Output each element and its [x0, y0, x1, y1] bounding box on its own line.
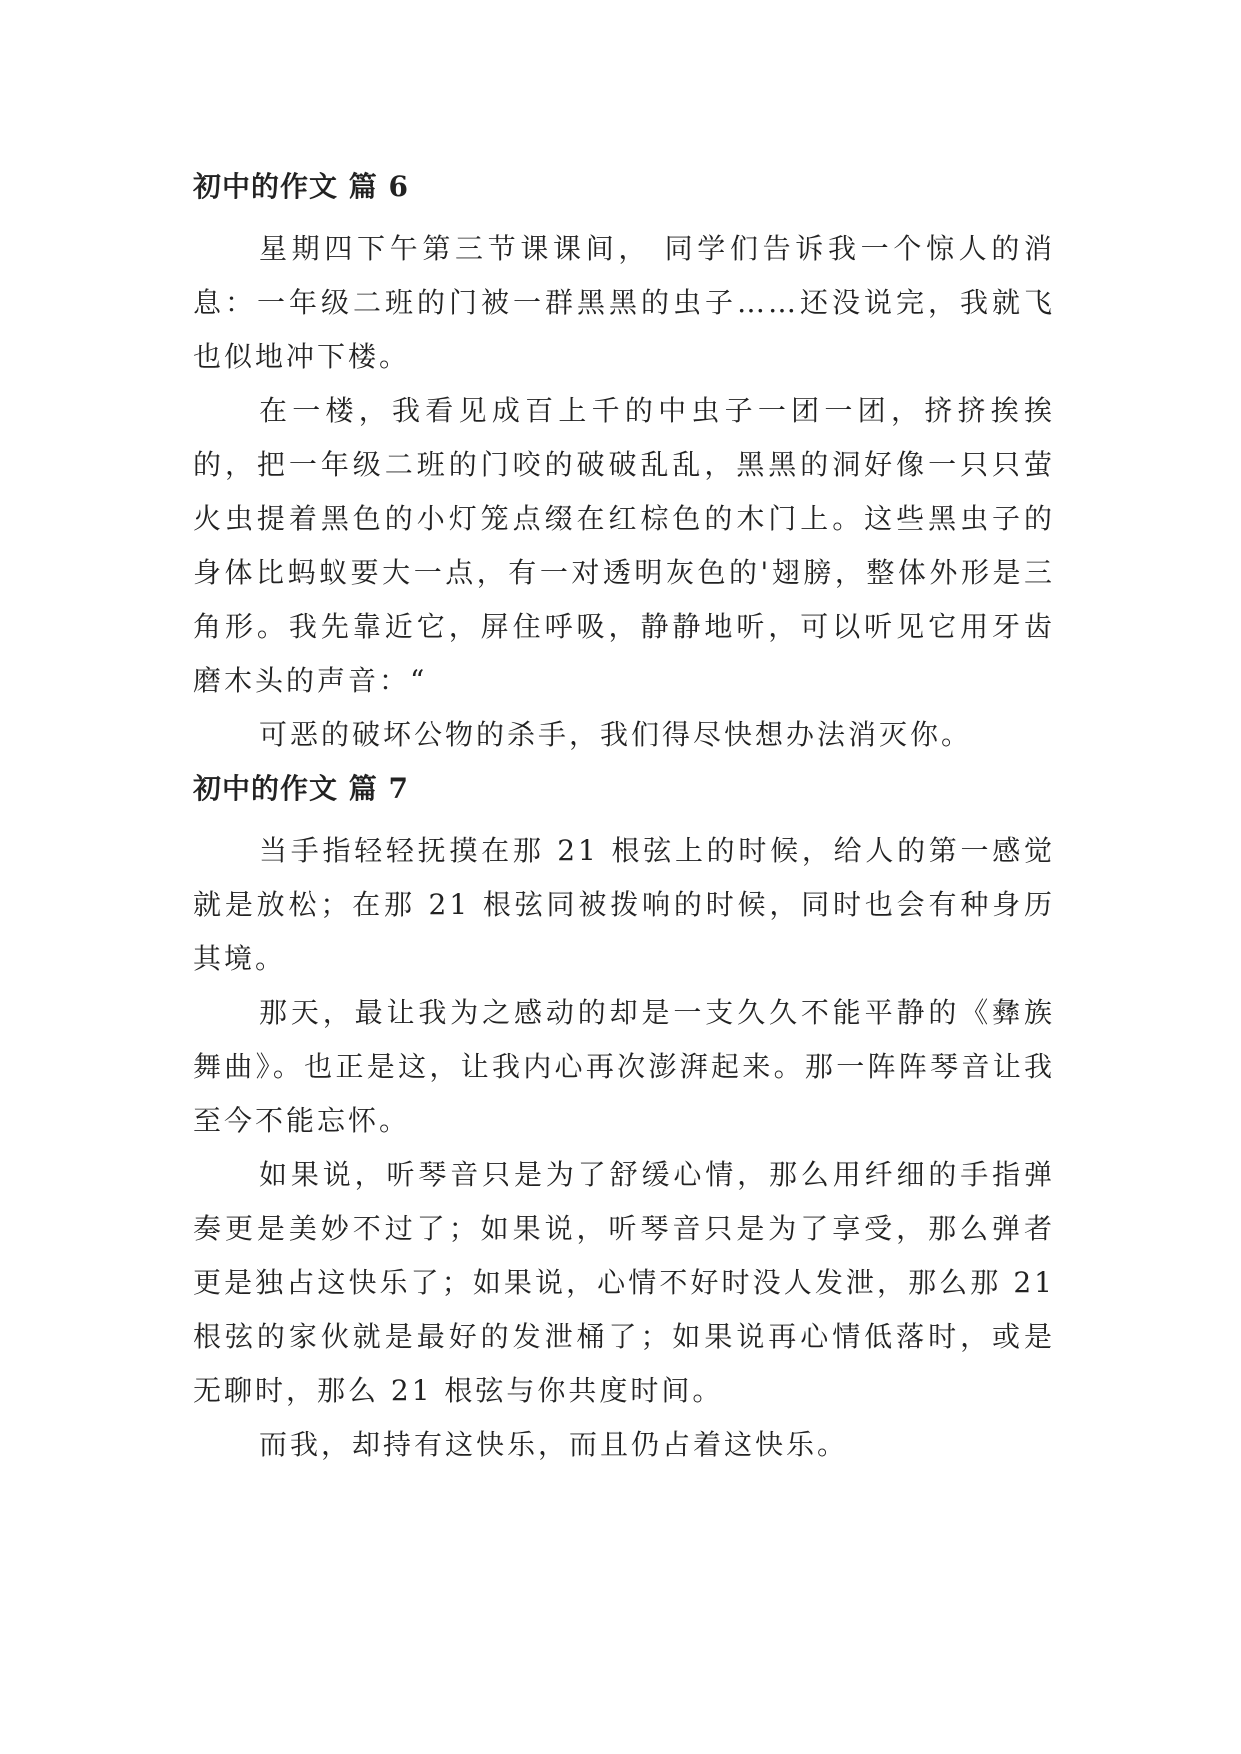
paragraph: 在一楼，我看见成百上千的中虫子一团一团，挤挤挨挨的，把一年级二班的门咬的破破乱乱，黑黑的洞好像一只只萤火虫提着黑色的小灯笼点缀在红棕色的木门上。这些黑虫子的身体比蚂蚁要大一点，有一对透明灰色的'翅膀，整体外形是三角形。我先靠近它，屏住呼吸，静静地听，可以听见它用牙齿磨木头的声音：“	[193, 394, 1055, 697]
section-heading: 初中的作文 篇 6	[193, 170, 409, 203]
paragraph: 可恶的破坏公物的杀手，我们得尽快想办法消灭你。	[259, 718, 973, 751]
essay-section-6	[193, 160, 1055, 762]
paragraph: 那天，最让我为之感动的却是一支久久不能平静的《彝族舞曲》。也正是这，让我内心再次澎湃起来。那一阵阵琴音让我至今不能忘怀。	[193, 996, 1055, 1137]
paragraph: 当手指轻轻抚摸在那 21 根弦上的时候，给人的第一感觉就是放松；在那 21 根弦同被拨响的时候，同时也会有种身历其境。	[193, 834, 1055, 975]
essay-section-7	[193, 762, 1055, 1472]
section-heading: 初中的作文 篇 7	[193, 772, 409, 805]
paragraph: 而我，却持有这快乐，而且仍占着这快乐。	[259, 1428, 849, 1461]
paragraph: 如果说，听琴音只是为了舒缓心情，那么用纤细的手指弹奏更是美妙不过了；如果说，听琴音只是为了享受，那么弹者更是独占这快乐了；如果说，心情不好时没人发泄，那么那 21 根弦的家伙就是最好的发泄桶了；如果说再心情低落时，或是无聊时，那么 21 根弦与你共度时间。	[193, 1158, 1055, 1407]
document-page	[193, 160, 1055, 1472]
paragraph: 星期四下午第三节课课间， 同学们告诉我一个惊人的消息：一年级二班的门被一群黑黑的虫子……还没说完，我就飞也似地冲下楼。	[193, 232, 1055, 373]
